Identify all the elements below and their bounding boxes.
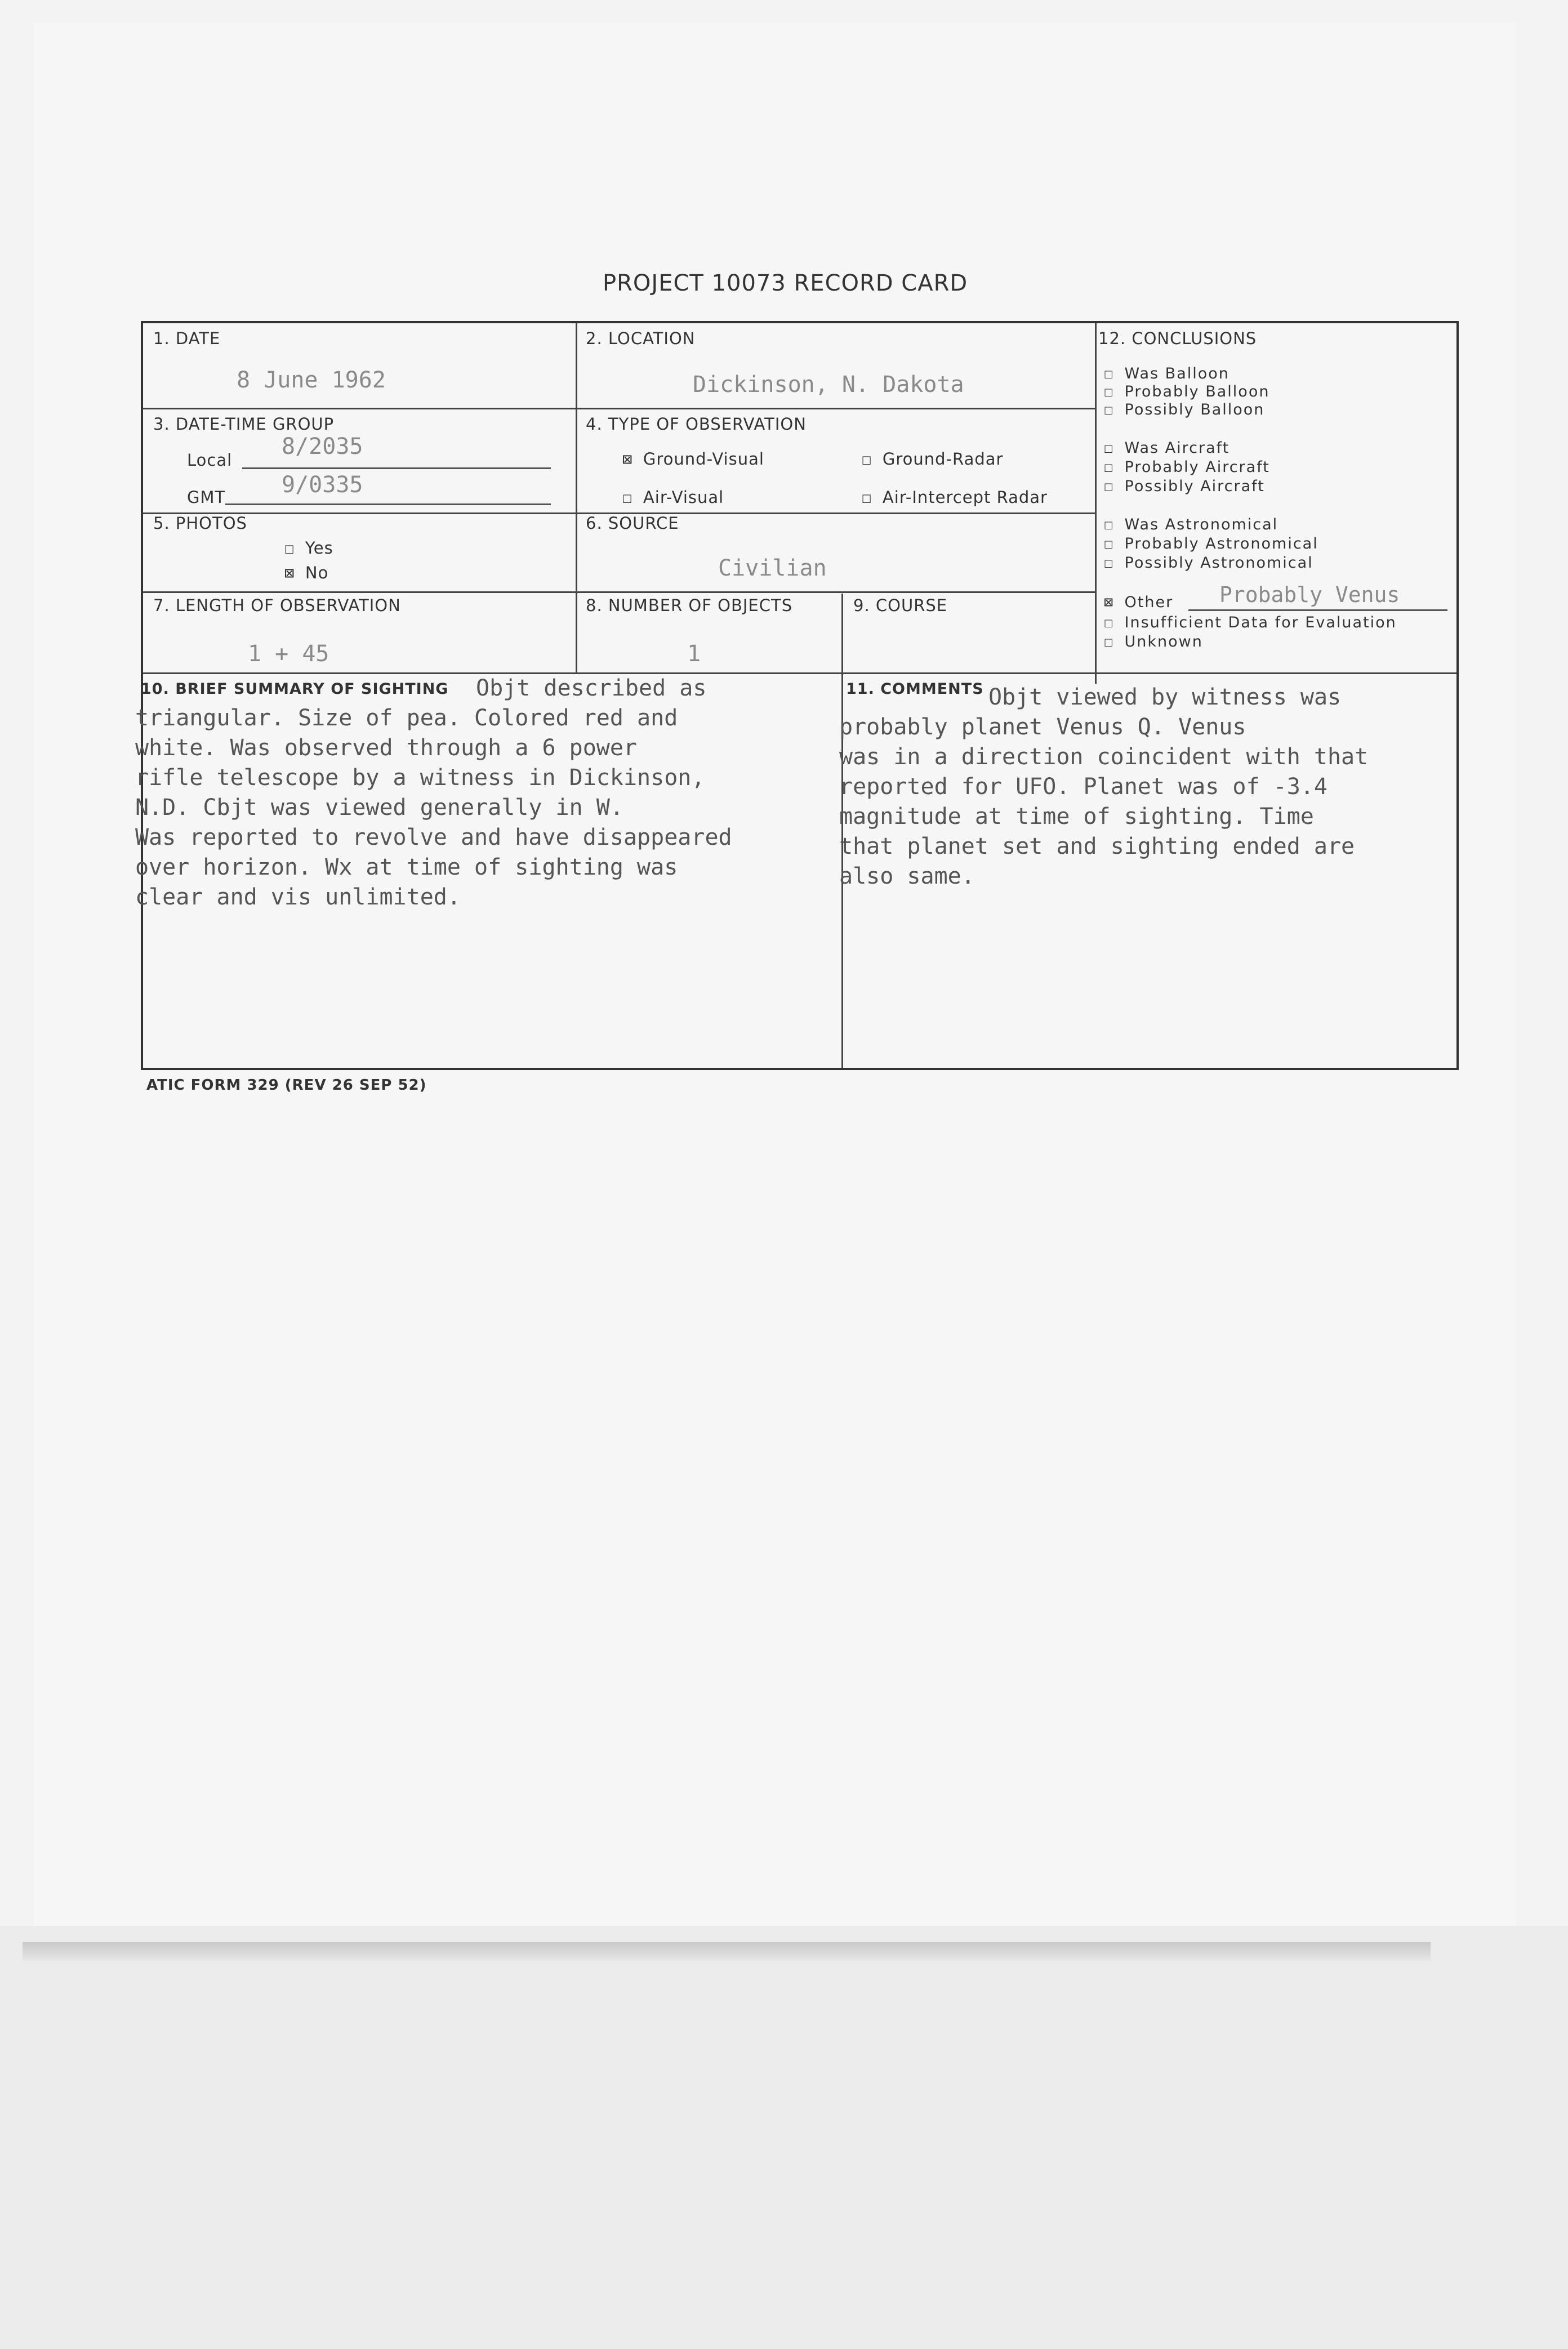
checkbox-icon: ☐ [1104,439,1125,457]
conclusion-was-aircraft[interactable] [1104,439,1230,457]
local-underline [242,467,551,469]
ground-radar-text: Ground-Radar [882,449,1004,469]
length-label: 7. LENGTH OF OBSERVATION [153,596,401,615]
comments-line-4: magnitude at time of sighting. Time [839,804,1314,830]
comments-line-6: also same. [839,863,975,889]
local-label: Local [187,451,233,470]
conclusion-text: Other [1124,594,1174,611]
checkbox-icon: ☐ [1104,516,1125,533]
conclusion-possibly-aircraft[interactable] [1104,478,1265,495]
summary-line-5: Was reported to revolve and have disappeared [135,824,732,850]
divider-v2 [1095,323,1097,684]
source-label: 6. SOURCE [586,514,679,533]
date-label: 1. DATE [153,329,221,348]
conclusion-text: Possibly Astronomical [1124,554,1313,572]
divider-h3 [143,591,1095,593]
summary-line-7: clear and vis unlimited. [135,884,461,910]
checkbox-icon: ☐ [1104,401,1125,418]
type-of-observation-label: 4. TYPE OF OBSERVATION [586,414,807,434]
ground-radar-option[interactable] [862,449,1003,469]
photos-yes-text: Yes [305,538,333,558]
conclusion-probably-astronomical[interactable] [1104,535,1318,552]
divider-v1 [576,323,577,672]
checkbox-icon: ☐ [862,488,883,507]
other-value: Probably Venus [1219,582,1400,607]
summary-line-0: Objt described as [476,675,707,701]
checkbox-icon: ☐ [1104,554,1125,572]
comments-line-0: Objt viewed by witness was [988,684,1342,710]
air-intercept-radar-text: Air-Intercept Radar [882,488,1048,507]
summary-line-4: N.D. Cbjt was viewed generally in W. [135,795,623,821]
summary-line-3: rifle telescope by a witness in Dickinson, [135,765,705,791]
local-value: 8/2035 [282,434,363,460]
summary-label: 10. BRIEF SUMMARY OF SIGHTING [141,680,449,698]
form-id: ATIC FORM 329 (REV 26 SEP 52) [146,1077,427,1094]
photos-label: 5. PHOTOS [153,514,247,533]
divider-h4 [143,672,1456,674]
air-intercept-radar-option[interactable] [862,488,1048,507]
photos-no-text: No [305,563,329,582]
conclusion-text: Was Aircraft [1124,439,1230,457]
checkbox-icon: ☐ [1104,383,1125,400]
checkbox-icon: ☐ [284,538,305,558]
conclusion-other[interactable] [1104,594,1173,611]
ground-visual-option[interactable] [622,449,764,469]
checked-box-icon: ⊠ [1104,594,1125,611]
checkbox-icon: ☐ [1104,365,1125,382]
photos-no-option[interactable] [284,563,328,582]
divider-h1 [143,408,1095,409]
conclusion-was-astronomical[interactable] [1104,516,1278,533]
conclusions-label: 12. CONCLUSIONS [1098,329,1257,348]
date-time-group-label: 3. DATE-TIME GROUP [153,414,335,434]
checkbox-icon: ☐ [1104,458,1125,476]
objects-label: 8. NUMBER OF OBJECTS [586,596,793,615]
paper-shadow [23,1942,1431,1961]
comments-line-2: was in a direction coincident with that [839,744,1369,770]
conclusion-text: Unknown [1124,633,1203,650]
location-label: 2. LOCATION [586,329,696,348]
checked-box-icon: ⊠ [622,449,643,469]
comments-line-1: probably planet Venus Q. Venus [839,714,1246,740]
conclusion-possibly-balloon[interactable] [1104,401,1264,418]
conclusion-probably-balloon[interactable] [1104,383,1269,400]
conclusion-probably-aircraft[interactable] [1104,458,1270,476]
source-value: Civilian [718,555,827,581]
conclusion-text: Was Balloon [1124,365,1230,382]
summary-line-6: over horizon. Wx at time of sighting was [135,854,678,880]
conclusion-text: Possibly Aircraft [1124,478,1265,495]
checkbox-icon: ☐ [1104,633,1125,650]
objects-value: 1 [687,641,701,667]
location-value: Dickinson, N. Dakota [693,372,964,398]
course-label: 9. COURSE [853,596,948,615]
comments-label: 11. COMMENTS [846,680,984,698]
checkbox-icon: ☐ [1104,614,1125,631]
checked-box-icon: ⊠ [284,563,305,582]
photos-yes-option[interactable] [284,538,333,558]
ground-visual-text: Ground-Visual [643,449,764,469]
comments-line-3: reported for UFO. Planet was of -3.4 [839,774,1328,800]
conclusion-text: Insufficient Data for Evaluation [1124,614,1397,631]
summary-line-2: white. Was observed through a 6 power [135,735,638,761]
conclusion-text: Probably Balloon [1124,383,1270,400]
gmt-underline [225,503,551,505]
air-visual-text: Air-Visual [643,488,724,507]
conclusion-insufficient-data[interactable] [1104,614,1397,631]
conclusion-text: Probably Astronomical [1124,535,1318,552]
background-band [0,1926,1568,2349]
card-title: PROJECT 10073 RECORD CARD [603,270,968,296]
comments-line-5: that planet set and sighting ended are [839,833,1355,859]
conclusion-text: Probably Aircraft [1124,458,1270,476]
conclusion-was-balloon[interactable] [1104,365,1230,382]
gmt-value: 9/0335 [282,472,363,498]
checkbox-icon: ☐ [1104,535,1125,552]
length-value: 1 + 45 [248,641,329,667]
air-visual-option[interactable] [622,488,724,507]
checkbox-icon: ☐ [622,488,643,507]
summary-line-1: triangular. Size of pea. Colored red and [135,705,678,731]
conclusion-possibly-astronomical[interactable] [1104,554,1313,572]
conclusion-text: Was Astronomical [1124,516,1279,533]
gmt-label: GMT [187,488,226,507]
conclusion-text: Possibly Balloon [1124,401,1265,418]
conclusion-unknown[interactable] [1104,633,1203,650]
checkbox-icon: ☐ [1104,478,1125,495]
other-underline [1188,609,1447,611]
date-value: 8 June 1962 [237,367,386,393]
checkbox-icon: ☐ [862,449,883,469]
